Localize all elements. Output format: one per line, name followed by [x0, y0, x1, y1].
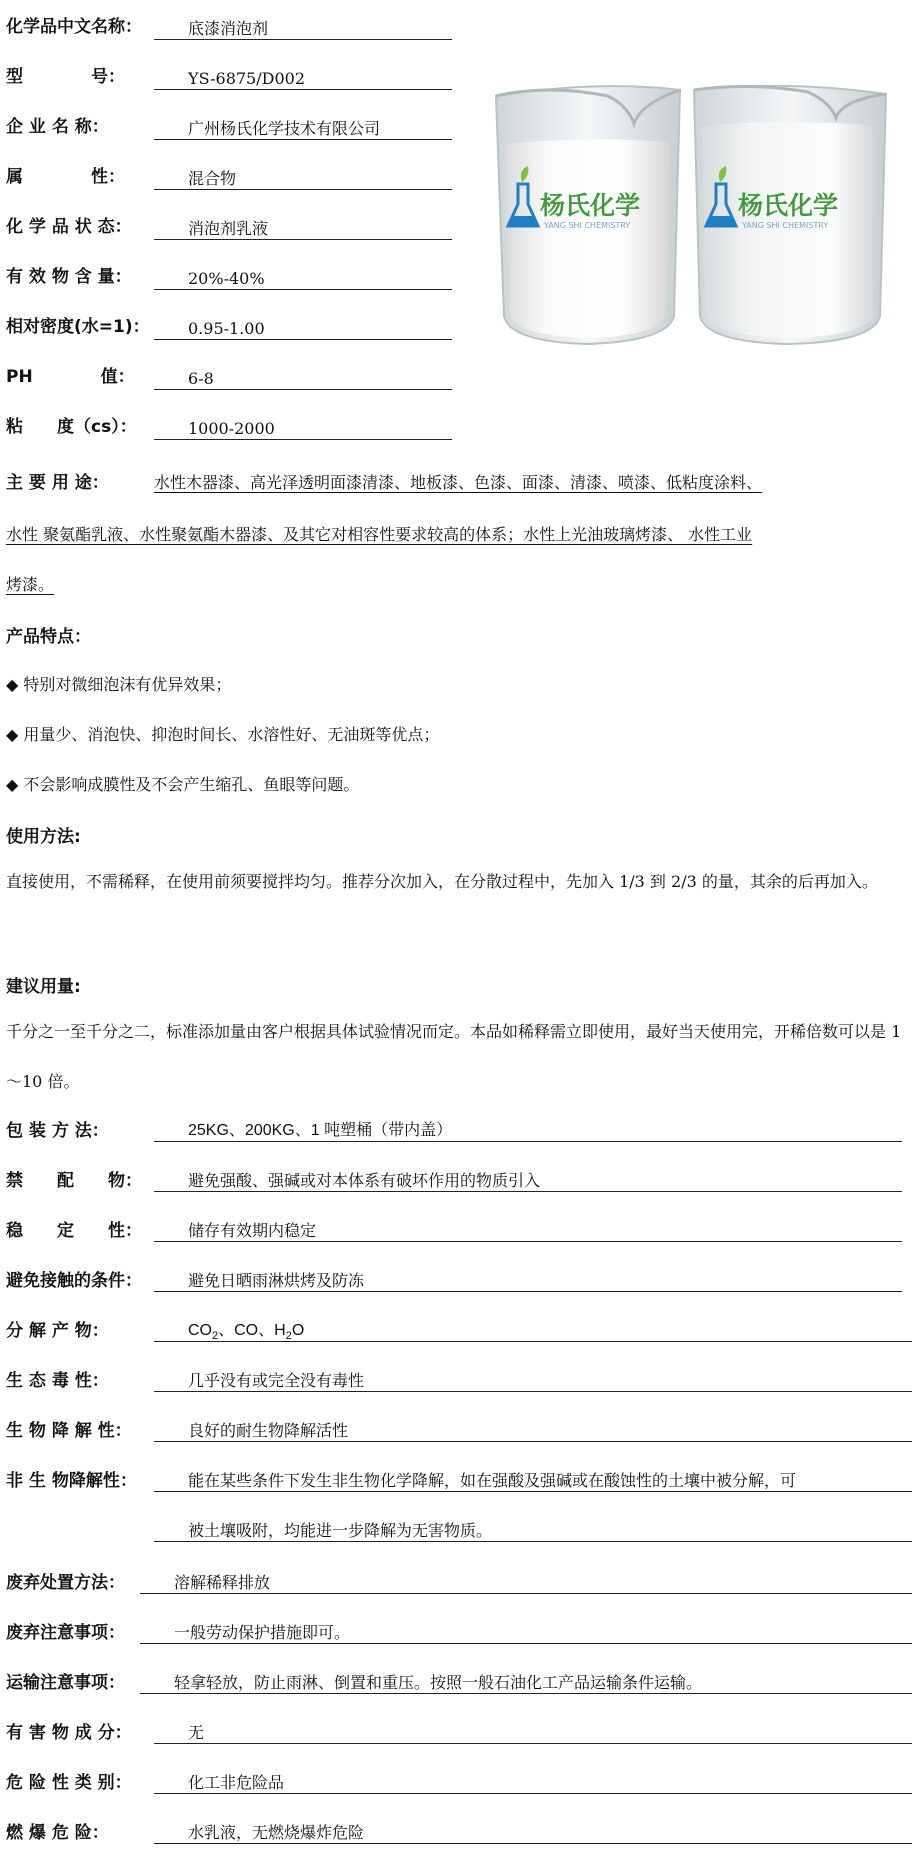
usage-title: 使用方法: — [6, 827, 81, 847]
field-label: 分 解 产 物： — [6, 1321, 109, 1341]
brand-name-en: YANG SHI CHEMISTRY — [742, 221, 829, 230]
field-label: 稳 定 性： — [6, 1221, 142, 1241]
field-label: 废弃注意事项： — [6, 1623, 125, 1643]
field-label: 属 性： — [6, 167, 125, 187]
field-value: YS-6875/D002 — [154, 68, 452, 90]
product-photo — [488, 66, 892, 366]
formula-part: 、CO、H — [218, 1322, 286, 1339]
uses-label: 主 要 用 途： — [6, 473, 109, 493]
field-label: PH 值： — [6, 367, 135, 387]
field-value: 避免强酸、强碱或对本体系有破坏作用的物质引入 — [154, 1170, 902, 1192]
field-label: 有 效 物 含 量： — [6, 267, 132, 287]
field-value: 溶解稀释排放 — [140, 1572, 912, 1594]
field-value: 无 — [154, 1722, 912, 1744]
formula-sub: 2 — [212, 1330, 219, 1343]
field-label: 生 物 降 解 性： — [6, 1421, 132, 1441]
formula-sub: 2 — [285, 1330, 292, 1343]
field-value: 底漆消泡剂 — [154, 18, 452, 40]
field-company — [6, 100, 109, 140]
field-value: 能在某些条件下发生非生物化学降解，如在强酸及强碱或在酸蚀性的土壤中被分解，可 — [154, 1470, 912, 1492]
feature-item: ◆ 用量少、消泡快、抑泡时间长、水溶性好、无油斑等优点； — [6, 725, 440, 744]
field-model — [6, 50, 125, 90]
field-property — [6, 150, 125, 190]
field-label: 生 态 毒 性： — [6, 1371, 109, 1391]
field-value: 良好的耐生物降解活性 — [154, 1420, 912, 1442]
brand-name-en: YANG SHI CHEMISTRY — [544, 221, 631, 230]
field-value: 20%-40% — [154, 268, 452, 290]
field-value: 轻拿轻放，防止雨淋、倒置和重压。按照一般石油化工产品运输条件运输。 — [140, 1672, 912, 1694]
field-label: 燃 爆 危 险： — [6, 1823, 109, 1843]
decomposition-value — [154, 1320, 912, 1342]
field-density — [6, 300, 150, 340]
field-value: 消泡剂乳液 — [154, 218, 452, 240]
features-title: 产品特点： — [6, 627, 91, 647]
field-state — [6, 200, 132, 240]
field-label: 运输注意事项： — [6, 1673, 125, 1693]
field-ph — [6, 350, 135, 390]
field-label: 型 号： — [6, 67, 125, 87]
field-content — [6, 250, 132, 290]
field-value: 几乎没有或完全没有毒性 — [154, 1370, 912, 1392]
feature-item: ◆ 不会影响成膜性及不会产生缩孔、鱼眼等问题。 — [6, 775, 360, 794]
field-viscosity — [6, 400, 137, 440]
uses-line-1: 水性木器漆、高光泽透明面漆清漆、地板漆、色漆、面漆、清漆、喷漆、低粘度涂料、 — [154, 473, 763, 492]
field-label: 化 学 品 状 态： — [6, 217, 132, 237]
feature-item: ◆ 特别对微细泡沫有优异效果； — [6, 675, 232, 694]
field-value: 1000-2000 — [154, 418, 452, 440]
uses-line-2: 水性 聚氨酯乳液、水性聚氨酯木器漆、及其它对相容性要求较高的体系；水性上光油玻璃烤漆、 水性工业 — [6, 525, 753, 544]
field-value: 一般劳动保护措施即可。 — [140, 1622, 912, 1644]
field-label: 企 业 名 称： — [6, 117, 109, 137]
field-label: 化学品中文名称： — [6, 17, 142, 37]
field-value: 6-8 — [154, 368, 452, 390]
field-label: 避免接触的条件： — [6, 1271, 142, 1291]
field-label: 废弃处置方法： — [6, 1573, 125, 1593]
field-value: 25KG、200KG、1 吨塑桶（带内盖） — [154, 1120, 902, 1142]
brand-name: 杨氏化学 — [738, 191, 839, 220]
field-value: 水乳液，无燃烧爆炸危险 — [154, 1822, 912, 1844]
field-label: 包 装 方 法： — [6, 1121, 109, 1141]
field-value: 避免日晒雨淋烘烤及防冻 — [154, 1270, 902, 1292]
field-label: 非 生 物降解性： — [6, 1471, 137, 1491]
field-value: 储存有效期内稳定 — [154, 1220, 902, 1242]
field-value: 被土壤吸附，均能进一步降解为无害物质。 — [154, 1520, 912, 1542]
field-label: 危 险 性 类 别： — [6, 1773, 132, 1793]
dosage-text: 千分之一至千分之二，标准添加量由客户根据具体试验情况而定。本品如稀释需立即使用，最好当天使用完，开稀倍数可以是 1～10 倍。 — [6, 1022, 902, 1091]
dosage-title: 建议用量: — [6, 977, 81, 997]
formula-part: O — [291, 1322, 305, 1339]
formula-part: CO — [188, 1322, 212, 1339]
field-value: 广州杨氏化学技术有限公司 — [154, 118, 452, 140]
brand-name: 杨氏化学 — [540, 191, 641, 220]
field-label: 有 害 物 成 分： — [6, 1723, 132, 1743]
field-value: 0.95-1.00 — [154, 318, 452, 340]
field-value: 化工非危险品 — [154, 1772, 912, 1794]
field-value: 混合物 — [154, 168, 452, 190]
field-chem-name — [6, 0, 142, 40]
uses-line-3: 烤漆。 — [6, 575, 55, 594]
field-label: 相对密度(水=1)： — [6, 317, 150, 337]
usage-text: 直接使用，不需稀释，在使用前须要搅拌均匀。推荐分次加入，在分散过程中，先加入 1/3 到 2/3 的量，其余的后再加入。 — [6, 872, 878, 891]
field-label: 粘 度（cs）： — [6, 417, 137, 437]
field-label: 禁 配 物： — [6, 1171, 142, 1191]
